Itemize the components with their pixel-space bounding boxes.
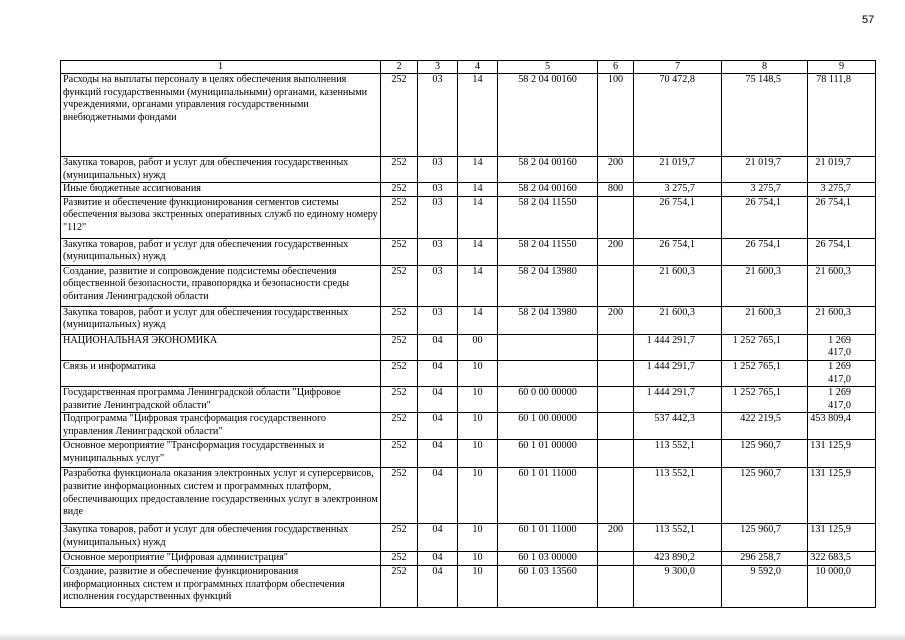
target-article-cell: 58 2 04 11550 — [498, 238, 598, 265]
amount-year1-cell: 113 552,1 — [634, 524, 722, 552]
row-name-cell: Основное мероприятие "Цифровая администрация" — [61, 552, 381, 566]
subsection-cell: 10 — [458, 360, 498, 386]
subsection-cell: 14 — [458, 183, 498, 197]
amount-year3-cell: 21 019,7 — [808, 157, 876, 183]
admin-code-cell: 252 — [381, 468, 418, 524]
section-cell: 04 — [418, 334, 458, 360]
row-name-cell: Создание, развитие и сопровождение подсистемы обеспечения общественной безопасности, правопорядка и безопасности среды обитания Ленинградской области — [61, 265, 381, 306]
amount-year1-cell: 423 890,2 — [634, 552, 722, 566]
table-header-row — [61, 61, 876, 74]
table-row — [61, 360, 876, 386]
amount-year2-cell: 296 258,7 — [722, 552, 808, 566]
target-article-cell: 60 1 01 11000 — [498, 468, 598, 524]
section-cell: 03 — [418, 265, 458, 306]
expense-type-cell — [598, 334, 634, 360]
amount-year1-cell: 537 442,3 — [634, 413, 722, 440]
admin-code-cell: 252 — [381, 360, 418, 386]
admin-code-cell: 252 — [381, 387, 418, 413]
subsection-cell: 14 — [458, 196, 498, 238]
expense-type-cell — [598, 552, 634, 566]
section-cell: 03 — [418, 306, 458, 334]
amount-year1-cell: 3 275,7 — [634, 183, 722, 197]
amount-year3-cell: 21 600,3 — [808, 265, 876, 306]
section-cell: 03 — [418, 183, 458, 197]
row-name-cell: Расходы на выплаты персоналу в целях обеспечения выполнения функций государственными (муниципальными) органами, казенными учреждениями, органами управления государственными внебюджетными фондами — [61, 74, 381, 157]
section-cell: 03 — [418, 238, 458, 265]
subsection-cell: 14 — [458, 265, 498, 306]
row-name-cell: НАЦИОНАЛЬНАЯ ЭКОНОМИКА — [61, 334, 381, 360]
amount-year2-cell: 9 592,0 — [722, 565, 808, 607]
header-cell: 6 — [598, 61, 634, 74]
amount-year1-cell: 113 552,1 — [634, 440, 722, 468]
target-article-cell: 58 2 04 00160 — [498, 74, 598, 157]
section-cell: 04 — [418, 387, 458, 413]
section-cell: 04 — [418, 565, 458, 607]
row-name-cell: Разработка функционала оказания электронных услуг и суперсервисов, развитие информационных систем и программных платформ, обеспечивающих предоставление государственных услуг в электронном виде — [61, 468, 381, 524]
amount-year3-cell: 131 125,9 — [808, 468, 876, 524]
expense-type-cell: 200 — [598, 238, 634, 265]
header-cell: 3 — [418, 61, 458, 74]
amount-year3-cell: 10 000,0 — [808, 565, 876, 607]
amount-year1-cell: 26 754,1 — [634, 196, 722, 238]
table-row — [61, 74, 876, 157]
section-cell: 03 — [418, 157, 458, 183]
header-cell: 7 — [634, 61, 722, 74]
target-article-cell — [498, 360, 598, 386]
amount-year1-cell: 21 019,7 — [634, 157, 722, 183]
table-row — [61, 565, 876, 607]
expense-type-cell — [598, 413, 634, 440]
amount-year3-cell: 26 754,1 — [808, 196, 876, 238]
target-article-cell — [498, 334, 598, 360]
amount-year2-cell: 21 019,7 — [722, 157, 808, 183]
section-cell: 04 — [418, 524, 458, 552]
amount-year3-cell: 1 269 417,0 — [808, 387, 876, 413]
table-row — [61, 387, 876, 413]
amount-year3-cell: 453 809,4 — [808, 413, 876, 440]
subsection-cell: 14 — [458, 157, 498, 183]
amount-year2-cell: 125 960,7 — [722, 524, 808, 552]
target-article-cell: 60 1 01 00000 — [498, 440, 598, 468]
table-row — [61, 157, 876, 183]
expense-type-cell — [598, 565, 634, 607]
page-number: 57 — [862, 14, 875, 26]
section-cell: 04 — [418, 468, 458, 524]
table-row — [61, 306, 876, 334]
table-row — [61, 196, 876, 238]
row-name-cell: Создание, развитие и обеспечение функционирования информационных систем и программных платформ обеспечения исполнения государственных функций — [61, 565, 381, 607]
section-cell: 04 — [418, 552, 458, 566]
section-cell: 04 — [418, 360, 458, 386]
row-name-cell: Иные бюджетные ассигнования — [61, 183, 381, 197]
row-name-cell: Государственная программа Ленинградской области "Цифровое развитие Ленинградской области" — [61, 387, 381, 413]
amount-year3-cell: 131 125,9 — [808, 524, 876, 552]
amount-year2-cell: 125 960,7 — [722, 440, 808, 468]
amount-year2-cell: 3 275,7 — [722, 183, 808, 197]
subsection-cell: 10 — [458, 413, 498, 440]
admin-code-cell: 252 — [381, 552, 418, 566]
target-article-cell: 58 2 04 11550 — [498, 196, 598, 238]
expense-type-cell: 800 — [598, 183, 634, 197]
row-name-cell: Подпрограмма "Цифровая трансформация государственного управления Ленинградской области" — [61, 413, 381, 440]
subsection-cell: 10 — [458, 552, 498, 566]
expense-type-cell — [598, 360, 634, 386]
amount-year3-cell: 1 269 417,0 — [808, 334, 876, 360]
target-article-cell: 58 2 04 00160 — [498, 183, 598, 197]
admin-code-cell: 252 — [381, 238, 418, 265]
target-article-cell: 58 2 04 13980 — [498, 265, 598, 306]
amount-year1-cell: 1 444 291,7 — [634, 360, 722, 386]
admin-code-cell: 252 — [381, 524, 418, 552]
subsection-cell: 10 — [458, 440, 498, 468]
expense-type-cell: 200 — [598, 157, 634, 183]
amount-year2-cell: 125 960,7 — [722, 468, 808, 524]
admin-code-cell: 252 — [381, 334, 418, 360]
amount-year3-cell: 131 125,9 — [808, 440, 876, 468]
header-cell: 2 — [381, 61, 418, 74]
row-name-cell: Закупка товаров, работ и услуг для обеспечения государственных (муниципальных) нужд — [61, 306, 381, 334]
amount-year1-cell: 113 552,1 — [634, 468, 722, 524]
table-row — [61, 524, 876, 552]
row-name-cell: Закупка товаров, работ и услуг для обеспечения государственных (муниципальных) нужд — [61, 524, 381, 552]
subsection-cell: 14 — [458, 306, 498, 334]
admin-code-cell: 252 — [381, 565, 418, 607]
table-row — [61, 468, 876, 524]
expense-type-cell: 100 — [598, 74, 634, 157]
amount-year2-cell: 26 754,1 — [722, 196, 808, 238]
target-article-cell: 60 1 03 13560 — [498, 565, 598, 607]
amount-year2-cell: 21 600,3 — [722, 306, 808, 334]
header-cell: 9 — [808, 61, 876, 74]
row-name-cell: Развитие и обеспечение функционирования сегментов системы обеспечения вызова экстренных оперативных служб по единому номеру "112" — [61, 196, 381, 238]
amount-year1-cell: 26 754,1 — [634, 238, 722, 265]
amount-year3-cell: 1 269 417,0 — [808, 360, 876, 386]
amount-year1-cell: 70 472,8 — [634, 74, 722, 157]
section-cell: 04 — [418, 440, 458, 468]
target-article-cell: 58 2 04 00160 — [498, 157, 598, 183]
amount-year2-cell: 26 754,1 — [722, 238, 808, 265]
amount-year2-cell: 1 252 765,1 — [722, 387, 808, 413]
table-row — [61, 238, 876, 265]
row-name-cell: Основное мероприятие "Трансформация государственных и муниципальных услуг" — [61, 440, 381, 468]
admin-code-cell: 252 — [381, 265, 418, 306]
row-name-cell: Связь и информатика — [61, 360, 381, 386]
subsection-cell: 10 — [458, 565, 498, 607]
amount-year3-cell: 26 754,1 — [808, 238, 876, 265]
budget-table — [60, 60, 876, 608]
section-cell: 03 — [418, 74, 458, 157]
amount-year3-cell: 78 111,8 — [808, 74, 876, 157]
header-cell: 4 — [458, 61, 498, 74]
admin-code-cell: 252 — [381, 157, 418, 183]
header-cell: 5 — [498, 61, 598, 74]
expense-type-cell — [598, 387, 634, 413]
expense-type-cell — [598, 265, 634, 306]
target-article-cell: 60 1 00 00000 — [498, 413, 598, 440]
expense-type-cell: 200 — [598, 524, 634, 552]
amount-year1-cell: 21 600,3 — [634, 265, 722, 306]
table-row — [61, 552, 876, 566]
expense-type-cell — [598, 440, 634, 468]
table-row — [61, 413, 876, 440]
target-article-cell: 60 0 00 00000 — [498, 387, 598, 413]
table-row — [61, 440, 876, 468]
section-cell: 04 — [418, 413, 458, 440]
amount-year1-cell: 1 444 291,7 — [634, 387, 722, 413]
subsection-cell: 00 — [458, 334, 498, 360]
admin-code-cell: 252 — [381, 440, 418, 468]
subsection-cell: 10 — [458, 524, 498, 552]
header-cell: 1 — [61, 61, 381, 74]
expense-type-cell — [598, 468, 634, 524]
amount-year3-cell: 322 683,5 — [808, 552, 876, 566]
amount-year3-cell: 21 600,3 — [808, 306, 876, 334]
amount-year2-cell: 422 219,5 — [722, 413, 808, 440]
table-row — [61, 183, 876, 197]
row-name-cell: Закупка товаров, работ и услуг для обеспечения государственных (муниципальных) нужд — [61, 238, 381, 265]
amount-year1-cell: 9 300,0 — [634, 565, 722, 607]
row-name-cell: Закупка товаров, работ и услуг для обеспечения государственных (муниципальных) нужд — [61, 157, 381, 183]
page-edge-shadow — [0, 634, 905, 640]
table-row — [61, 334, 876, 360]
admin-code-cell: 252 — [381, 196, 418, 238]
admin-code-cell: 252 — [381, 74, 418, 157]
target-article-cell: 60 1 01 11000 — [498, 524, 598, 552]
subsection-cell: 14 — [458, 74, 498, 157]
amount-year1-cell: 21 600,3 — [634, 306, 722, 334]
expense-type-cell — [598, 196, 634, 238]
subsection-cell: 10 — [458, 387, 498, 413]
amount-year2-cell: 21 600,3 — [722, 265, 808, 306]
subsection-cell: 10 — [458, 468, 498, 524]
amount-year2-cell: 75 148,5 — [722, 74, 808, 157]
table-row — [61, 265, 876, 306]
amount-year3-cell: 3 275,7 — [808, 183, 876, 197]
header-cell: 8 — [722, 61, 808, 74]
target-article-cell: 60 1 03 00000 — [498, 552, 598, 566]
admin-code-cell: 252 — [381, 413, 418, 440]
expense-type-cell: 200 — [598, 306, 634, 334]
admin-code-cell: 252 — [381, 183, 418, 197]
admin-code-cell: 252 — [381, 306, 418, 334]
amount-year2-cell: 1 252 765,1 — [722, 360, 808, 386]
subsection-cell: 14 — [458, 238, 498, 265]
target-article-cell: 58 2 04 13980 — [498, 306, 598, 334]
amount-year2-cell: 1 252 765,1 — [722, 334, 808, 360]
amount-year1-cell: 1 444 291,7 — [634, 334, 722, 360]
section-cell: 03 — [418, 196, 458, 238]
